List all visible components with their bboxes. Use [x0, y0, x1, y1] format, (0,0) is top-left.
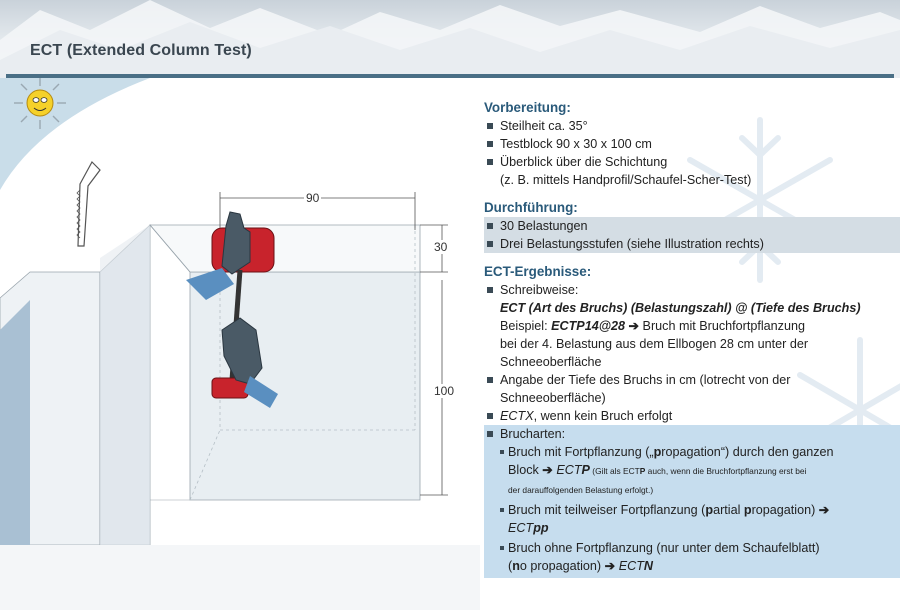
page-title: ECT (Extended Column Test)	[30, 42, 252, 59]
formula-block: ECT (Art des Bruchs) (Belastungszahl) @ (Tiefe des Bruchs) Beispiel: ECTP14@28 ➔ Bruch mit Bruchfortpflanzung bei der 4. Belastung aus dem Ellbogen 28 cm unter der Schneeoberfläche	[484, 299, 900, 371]
arrow-icon: ➔	[604, 559, 616, 573]
bruchart-propagation: Bruch mit Fortpflanzung („propagation“) durch den ganzen Block ➔ ECTP (Gilt als ECTP auch, wenn die Bruchfortpflanzung erst bei der darauffolgenden Belastung erfolgt.)	[484, 443, 900, 499]
example-line: Beispiel: ECTP14@28 ➔ Bruch mit Bruchfortpflanzung	[500, 319, 805, 333]
list-item: Schreibweise:	[484, 281, 900, 299]
list-item: Steilheit ca. 35°	[484, 117, 900, 135]
section-ergebnisse	[484, 263, 900, 578]
brucharten-box	[484, 425, 900, 578]
arrow-icon: ➔	[818, 503, 830, 517]
label-100: 100	[434, 384, 455, 398]
list-item: Drei Belastungsstufen (siehe Illustration rechts)	[484, 235, 900, 253]
bruchart-none: Bruch ohne Fortpflanzung (nur unter dem Schaufelblatt) (no propagation) ➔ ECTN	[484, 539, 900, 575]
list-item: ECTX, wenn kein Bruch erfolgt	[484, 407, 900, 425]
list-item: Testblock 90 x 30 x 100 cm	[484, 135, 900, 153]
heading-vorbereitung: Vorbereitung:	[484, 100, 571, 115]
label-90: 90	[306, 191, 320, 205]
content-panel	[484, 99, 900, 578]
mountain-backdrop	[0, 0, 900, 78]
sun-icon	[14, 78, 66, 129]
header-banner	[0, 0, 900, 78]
formula: ECT (Art des Bruchs) (Belastungszahl) @ (Tiefe des Bruchs)	[500, 301, 861, 315]
sky-area	[0, 78, 150, 190]
heading-ergebnisse: ECT-Ergebnisse:	[484, 264, 592, 279]
list-item: 30 Belastungen	[484, 217, 900, 235]
arrow-icon: ➔	[542, 463, 553, 477]
section-durchfuehrung	[484, 199, 900, 253]
heading-durchfuehrung: Durchführung:	[484, 200, 578, 215]
list-item: Angabe der Tiefe des Bruchs in cm (lotrecht von der Schneeoberfläche)	[484, 371, 900, 407]
list-item: Brucharten:	[484, 425, 900, 443]
list-item: Überblick über die Schichtung (z. B. mittels Handprofil/Schaufel-Scher-Test)	[484, 153, 900, 189]
arrow-icon: ➔	[628, 319, 640, 333]
section-vorbereitung	[484, 99, 900, 189]
label-30: 30	[434, 240, 448, 254]
snow-saw-icon	[77, 162, 100, 246]
ect-illustration	[0, 78, 480, 610]
bruchart-partial: Bruch mit teilweiser Fortpflanzung (partial propagation) ➔ ECTpp	[484, 501, 900, 537]
